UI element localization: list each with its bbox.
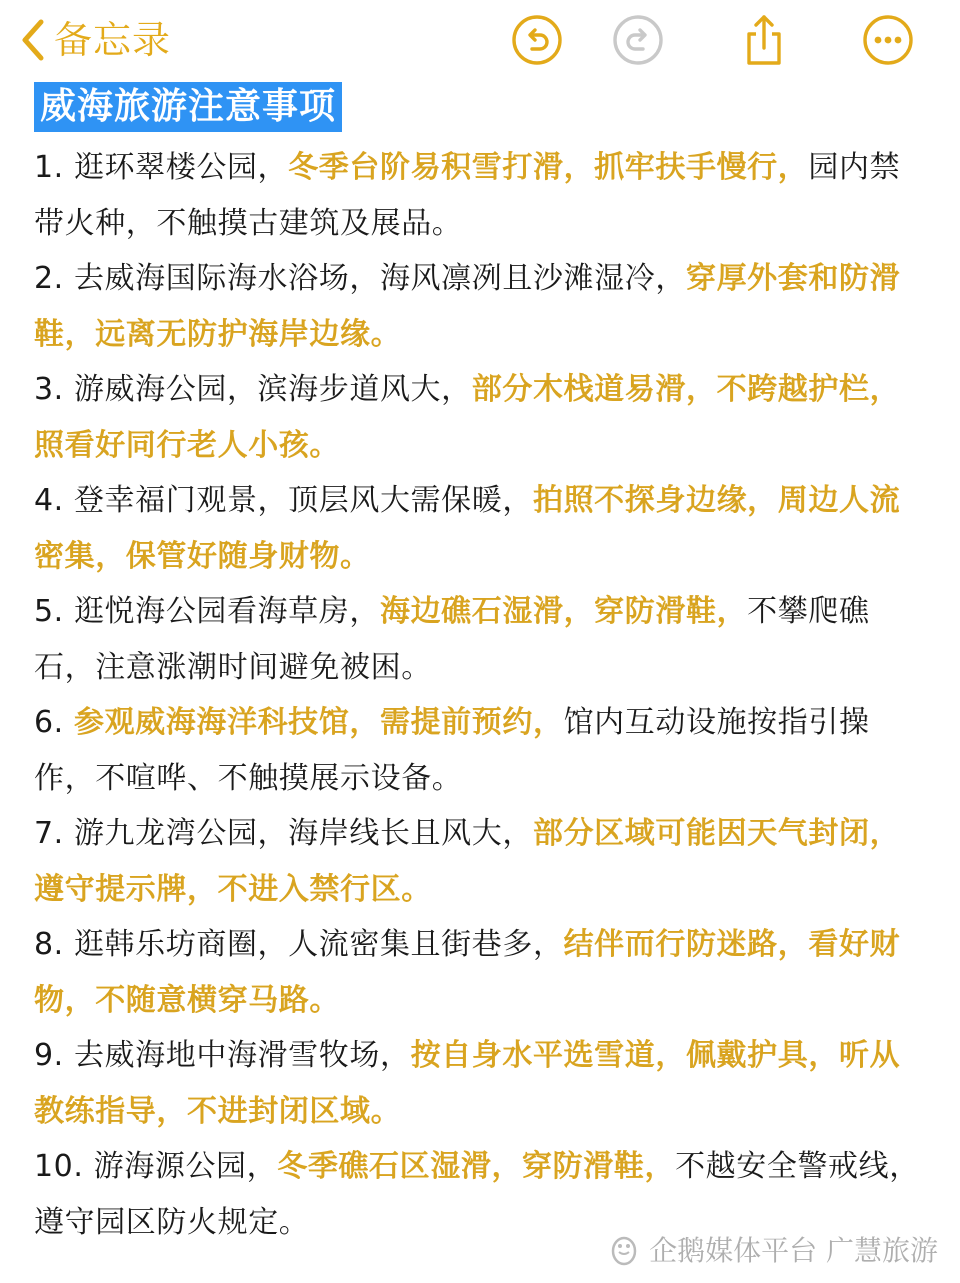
tip-text: 4. 登幸福门观景，顶层风大需保暖， [34, 483, 533, 518]
tip-highlight: 冬季台阶易积雪打滑，抓牢扶手慢行， [288, 150, 809, 185]
tip-highlight: 穿厚外套和防滑鞋，远离无防护海岸边缘。 [34, 261, 901, 352]
tip-highlight: 冬季礁石区湿滑，穿防滑鞋， [277, 1149, 676, 1184]
tip-text: 3. 游威海公园，滨海步道风大， [34, 372, 472, 407]
watermark [607, 1229, 938, 1269]
notes-toolbar [0, 0, 960, 80]
tip-text: 5. 逛悦海公园看海草房， [34, 594, 380, 629]
share-icon [736, 12, 792, 68]
tip-text: 6. [34, 705, 74, 740]
note-tip-item [34, 251, 926, 362]
tip-text: 不攀爬礁石，注意涨潮时间避免被困。 [34, 594, 870, 685]
tip-text: 10. 游海源公园， [34, 1149, 278, 1184]
note-tip-item [34, 806, 926, 917]
note-tip-item [34, 584, 926, 695]
tip-highlight: 结伴而行防迷路，看好财物，不随意横穿马路。 [34, 927, 901, 1018]
undo-button[interactable] [509, 12, 565, 68]
more-button[interactable] [860, 12, 916, 68]
note-tips-list [34, 140, 926, 1250]
tip-text: 2. 去威海国际海水浴场，海风凛冽且沙滩湿冷， [34, 261, 686, 296]
penguin-logo-icon [607, 1232, 641, 1266]
tip-highlight: 海边礁石湿滑，穿防滑鞋， [379, 594, 748, 629]
tip-text: 1. 逛环翠楼公园， [34, 150, 289, 185]
more-icon [860, 12, 916, 68]
note-tip-item [34, 695, 926, 806]
tip-text: 馆内互动设施按指引操作，不喧哗、不触摸展示设备。 [34, 705, 870, 796]
tip-highlight: 拍照不探身边缘，周边人流密集，保管好随身财物。 [34, 483, 901, 574]
note-tip-item [34, 140, 926, 251]
tip-text: 8. 逛韩乐坊商圈，人流密集且街巷多， [34, 927, 564, 962]
note-tip-item [34, 1028, 926, 1139]
note-tip-item [34, 473, 926, 584]
redo-icon [610, 12, 666, 68]
tip-text: 不越安全警戒线，遵守园区防火规定。 [34, 1149, 920, 1240]
watermark-text: 企鹅媒体平台 广慧旅游 [649, 1234, 938, 1267]
undo-icon [509, 12, 565, 68]
tip-highlight: 参观威海海洋科技馆，需提前预约， [73, 705, 564, 740]
tip-highlight: 部分区域可能因天气封闭，遵守提示牌，不进入禁行区。 [34, 816, 901, 907]
back-button[interactable] [20, 14, 171, 66]
tip-text: 7. 游九龙湾公园，海岸线长且风大， [34, 816, 533, 851]
tip-highlight: 按自身水平选雪道，佩戴护具，听从教练指导，不进封闭区域。 [34, 1038, 901, 1129]
note-tip-item [34, 917, 926, 1028]
share-button[interactable] [736, 12, 792, 68]
tip-text: 9. 去威海地中海滑雪牧场， [34, 1038, 411, 1073]
tip-text: 园内禁带火种，不触摸古建筑及展品。 [34, 150, 901, 241]
tip-highlight: 部分木栈道易滑，不跨越护栏，照看好同行老人小孩。 [34, 372, 901, 463]
note-tip-item [34, 362, 926, 473]
back-chevron-icon [20, 18, 46, 62]
back-label: 备忘录 [54, 18, 172, 62]
note-title: 威海旅游注意事项 [34, 82, 342, 132]
redo-button[interactable] [610, 12, 666, 68]
